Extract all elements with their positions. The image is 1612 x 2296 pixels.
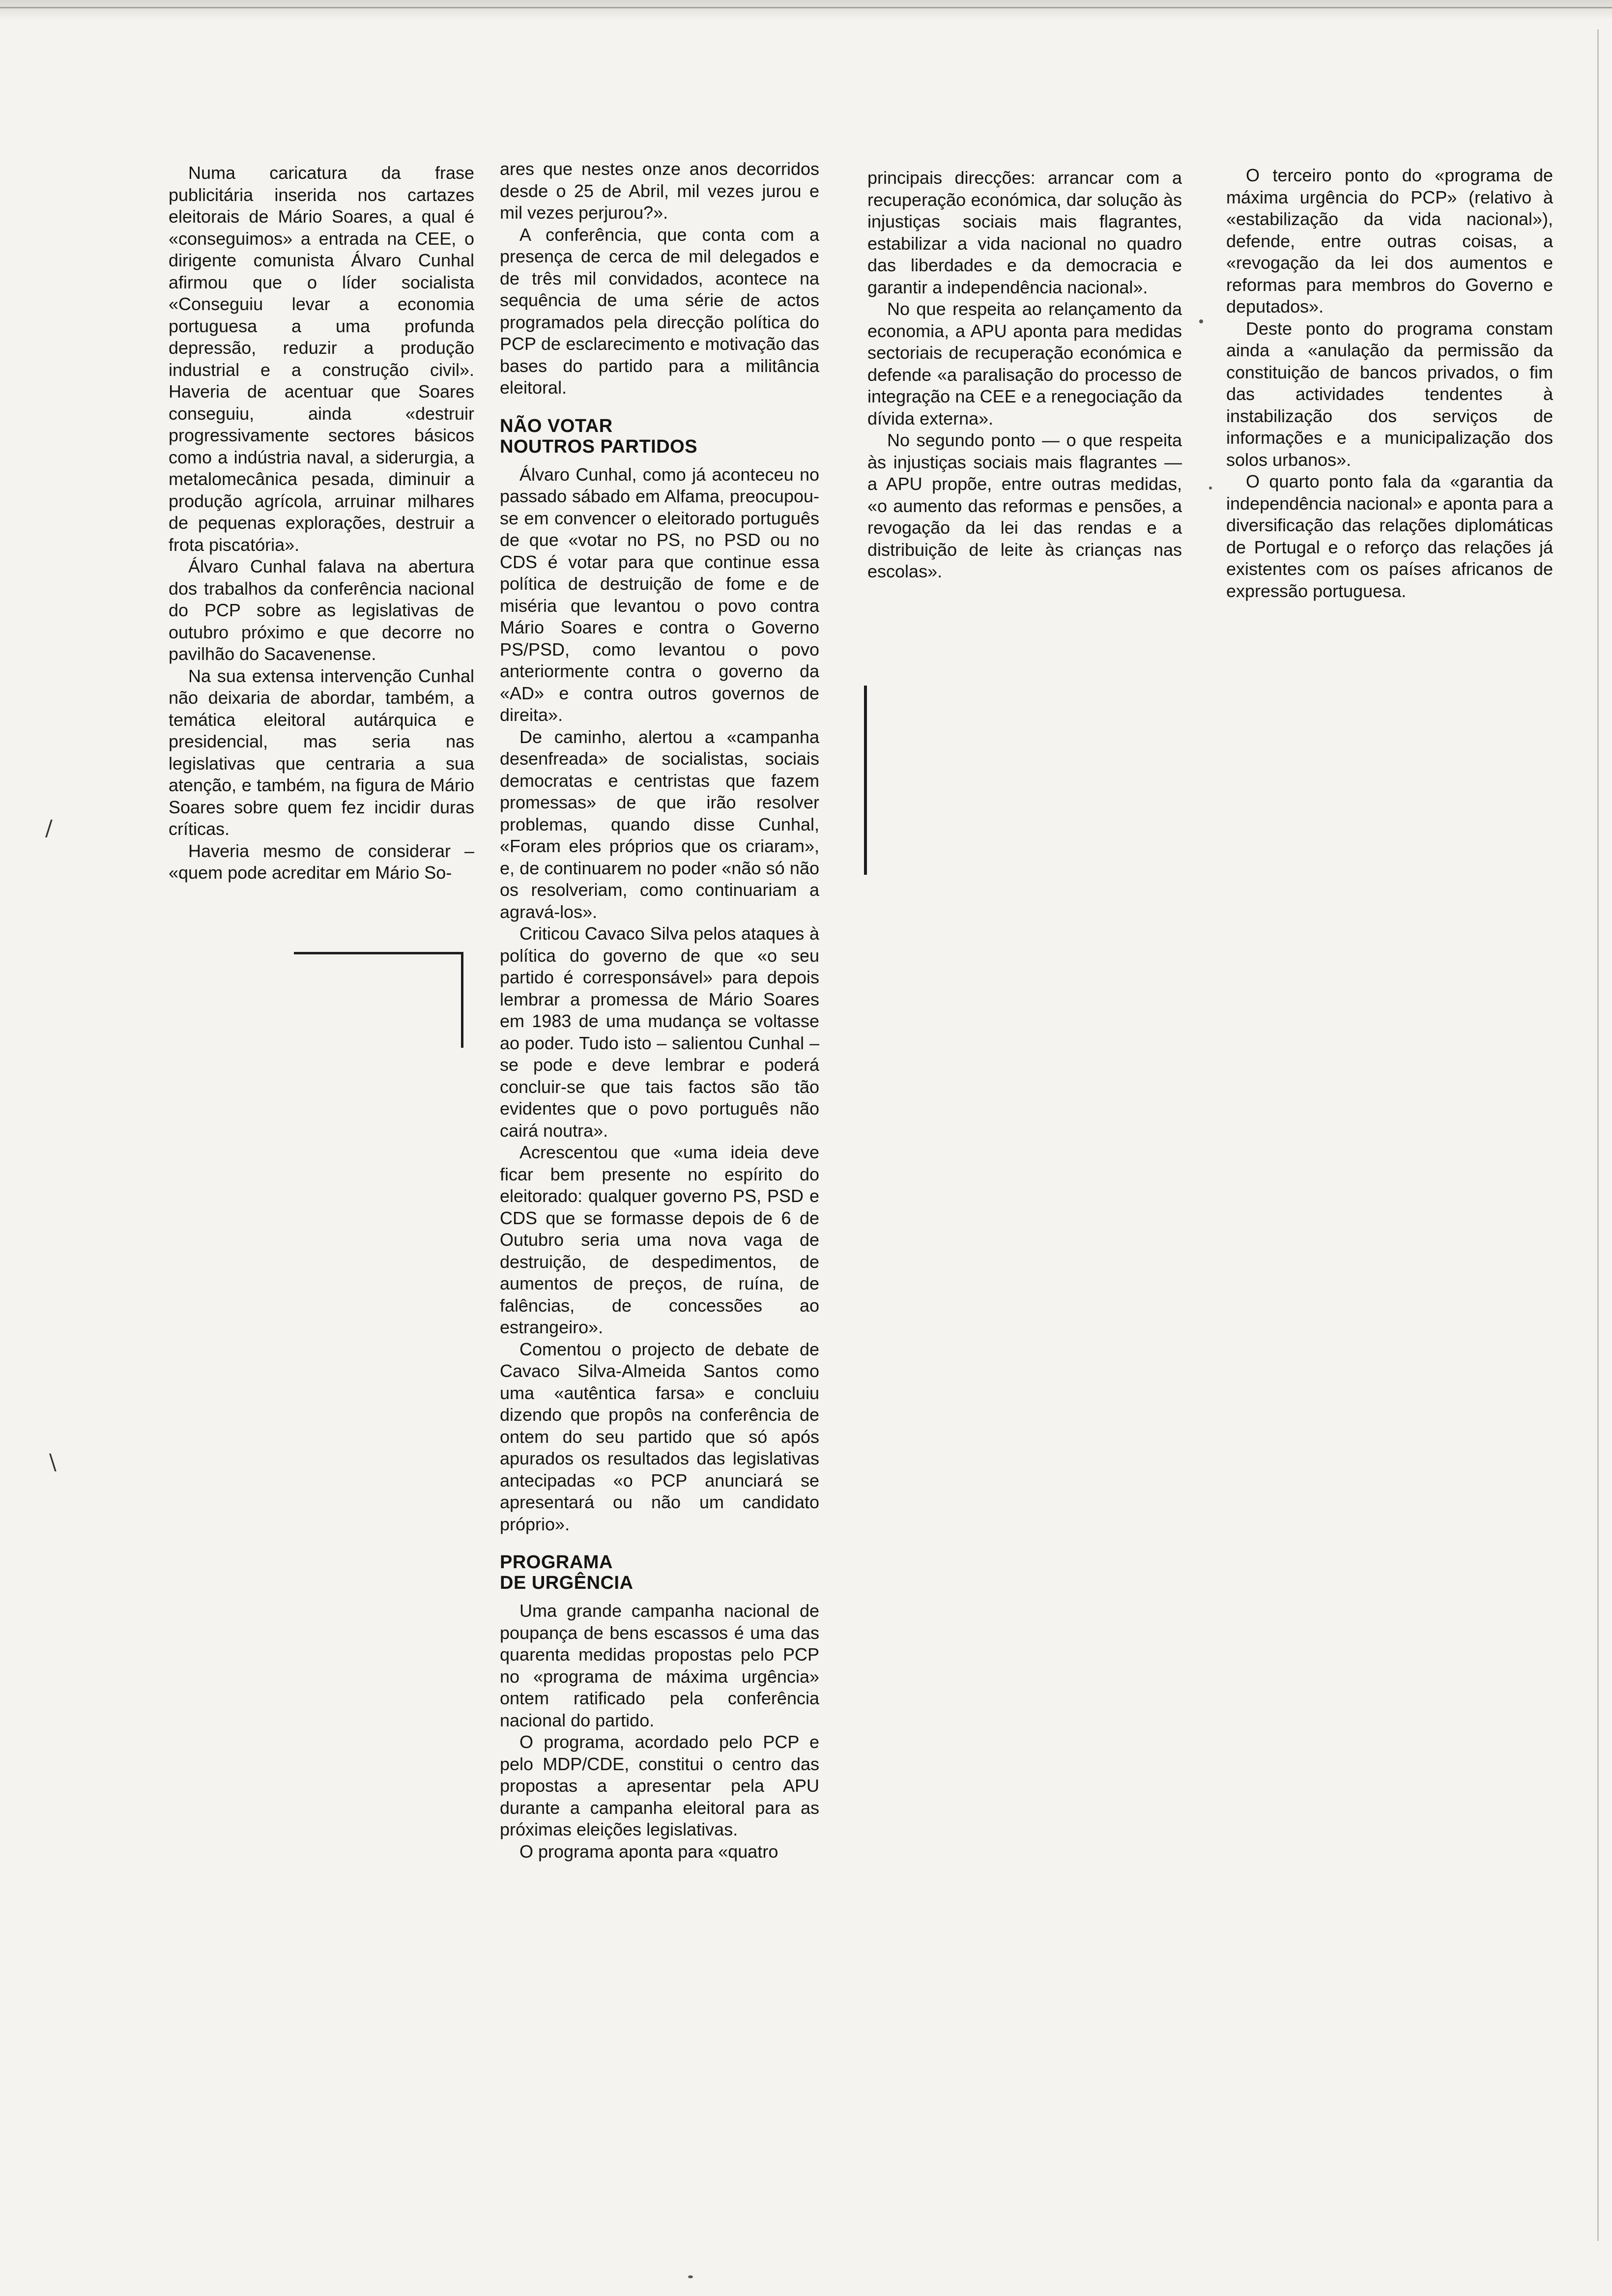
column-1 xyxy=(169,162,474,884)
article-paragraph: principais direcções: arrancar com a recuperação económica, dar solução às injustiças sociais mais flagrantes, estabilizar a vida nacional no quadro das liberdades e da democracia e garantir a independência nacional». xyxy=(867,168,1182,297)
column-rule-bracket xyxy=(864,686,867,875)
section-heading-line: NOUTROS PARTIDOS xyxy=(500,436,698,457)
section-heading xyxy=(500,1552,819,1593)
section-heading-line: PROGRAMA xyxy=(500,1552,613,1573)
article-paragraph: No segundo ponto — o que respeita às injustiças sociais mais flagrantes — a APU propõe, entre outras medidas, «o aumento das reformas e pensões, a revogação da lei das rendas e a distribuição de leite às crianças nas escolas». xyxy=(867,430,1182,581)
article-paragraph: Álvaro Cunhal falava na abertura dos trabalhos da conferência nacional do PCP sobre as legislativas de outubro próximo e que decorre no pavilhão do Sacavenense. xyxy=(169,556,474,664)
article-paragraph: Na sua extensa intervenção Cunhal não deixaria de abordar, também, a temática eleitoral autárquica e presidencial, mas seria nas legislativas que centraria a sua atenção, e também, na figura de Mário Soares sobre quem fez incidir duras críticas. xyxy=(169,665,474,839)
column-3 xyxy=(867,167,1182,583)
article-paragraph: De caminho, alertou a «campanha desenfreada» de socialistas, sociais democratas e centristas que fazem promessas» de que irão resolver problemas, quando disse Cunhal, «Foram eles próprios que os criaram», e, de continuarem no poder «não só não os resolveriam, como continuariam a agravá-los». xyxy=(500,726,819,922)
scan-speck xyxy=(688,2275,693,2278)
article-paragraph: Criticou Cavaco Silva pelos ataques à política do governo de que «o seu partido é corresponsável» para depois lembrar a promessa de Mário Soares em 1983 de uma mudança se voltasse ao poder. Tudo isto – salientou Cunhal – se pode e deve lembrar e poderá concluir-se que tais factos são tão evidentes que o povo português não cairá noutra». xyxy=(500,923,819,1141)
scan-top-edge xyxy=(0,0,1612,20)
scan-artifact-line xyxy=(0,7,1612,8)
article-paragraph: Haveria mesmo de considerar – «quem pode acreditar em Mário So- xyxy=(169,840,474,883)
article-paragraph: Álvaro Cunhal, como já aconteceu no passado sábado em Alfama, preocupou-se em convencer o eleitorado português de que «votar no PS, no PSD ou no CDS é votar para que continue essa política de destruição de fome e de miséria que levantou o povo contra Mário Soares e contra o Governo PS/PSD, como levantou o povo anteriormente contra o governo da «AD» e contra outros governos de direita». xyxy=(500,464,819,725)
article-paragraph: Comentou o projecto de debate de Cavaco Silva-Almeida Santos como uma «autêntica farsa» e concluiu dizendo que propôs na conferência de ontem do seu partido que só após apurados os resultados das legislativas antecipadas «o PCP anunciará se apresentará ou não um candidato próprio». xyxy=(500,1339,819,1534)
article-paragraph: Acrescentou que «uma ideia deve ficar bem presente no espírito do eleitorado: qualquer governo PS, PSD e CDS que se formasse depois de 6 de Outubro seria uma nova vaga de destruição, de despedimentos, de aumentos de preços, de ruína, de falências, de concessões ao estrangeiro». xyxy=(500,1142,819,1337)
scan-mark: \ xyxy=(49,1450,57,1475)
article-paragraph: ares que nestes onze anos decorridos desde o 25 de Abril, mil vezes jurou e mil vezes perjurou?». xyxy=(500,159,819,223)
article-paragraph: Deste ponto do programa constam ainda a «anulação da permissão da constituição de bancos privados, o fim das actividades tendentes à instabilização dos serviços de informações e a municipalização dos solos urbanos». xyxy=(1226,318,1553,470)
section-heading-line: NÃO VOTAR xyxy=(500,415,613,436)
column-4 xyxy=(1226,165,1553,602)
article-paragraph: A conferência, que conta com a presença de cerca de mil delegados e de três mil convidados, acontece na sequência de uma série de actos programados pela direcção política do PCP de esclarecimento e motivação das bases do partido para a militância eleitoral. xyxy=(500,224,819,398)
scan-artifact-line xyxy=(1597,29,1599,2241)
article-paragraph: O terceiro ponto do «programa de máxima urgência do PCP» (relativo à «estabilização da vida nacional»), defende, entre outras coisas, a «revogação da lei dos aumentos e reformas para membros do Governo e deputados». xyxy=(1226,165,1553,316)
scan-mark: / xyxy=(45,816,53,841)
section-heading-line: DE URGÊNCIA xyxy=(500,1573,633,1593)
article-paragraph: O quarto ponto fala da «garantia da independência nacional» e aponta para a diversificação das relações diplomáticas de Portugal e o reforço das relações já existentes com os países africanos de expressão portuguesa. xyxy=(1226,471,1553,601)
scan-speck xyxy=(1209,487,1212,489)
column-2 xyxy=(500,158,819,1863)
article-paragraph: O programa, acordado pelo PCP e pelo MDP/CDE, constitui o centro das propostas a apresentar pela APU durante a campanha eleitoral para as próximas eleições legislativas. xyxy=(500,1732,819,1839)
article-paragraph: Numa caricatura da frase publicitária inserida nos cartazes eleitorais de Mário Soares, a qual é «conseguimos» a entrada na CEE, o dirigente comunista Álvaro Cunhal afirmou que o líder socialista «Conseguiu levar a economia portuguesa a uma profunda depressão, reduzir a produção industrial e a construção civil». Haveria de acentuar que Soares conseguiu, ainda «destruir progressivamente sectores básicos como a indústria naval, a siderurgia, a metalomecânica pesada, diminuir a produção agrícola, arruinar milhares de pequenas explorações, destruir a frota piscatória». xyxy=(169,163,474,555)
section-heading xyxy=(500,416,819,457)
article-paragraph: O programa aponta para «quatro xyxy=(519,1841,778,1862)
article-paragraph: No que respeita ao relançamento da economia, a APU aponta para medidas sectoriais de recuperação económica e defende «a paralisação do processo de integração na CEE e a renegociação da dívida externa». xyxy=(867,299,1182,429)
column-rule-bracket xyxy=(294,952,463,1048)
article-paragraph: Uma grande campanha nacional de poupança de bens escassos é uma das quarenta medidas propostas pelo PCP no «programa de máxima urgência» ontem ratificado pela conferência nacional do partido. xyxy=(500,1601,819,1730)
scan-speck xyxy=(1199,319,1203,323)
